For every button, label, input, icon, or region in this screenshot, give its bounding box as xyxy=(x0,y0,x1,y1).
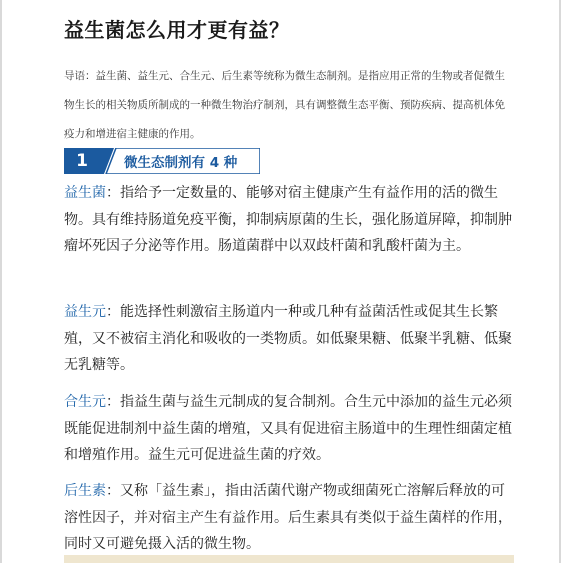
section-number: 1 xyxy=(76,151,88,171)
term-colon: ： xyxy=(106,483,120,499)
bottom-image-strip xyxy=(64,555,514,563)
term-colon: ： xyxy=(106,304,120,320)
definition-postbiotics xyxy=(64,478,516,558)
definition-probiotics xyxy=(64,180,516,260)
definition-text: 又称「益生素」，指由活菌代谢产物或细菌死亡溶解后释放的可溶性因子，并对宿主产生有益作用。后生素具有类似于益生菌样的作用，同时又可避免摄入活的微生物。 xyxy=(64,483,512,552)
term-synbiotics: 合生元 xyxy=(64,394,106,410)
definition-text: 指益生菌与益生元制成的复合制剂。合生元中添加的益生元必须既能促进制剂中益生菌的增殖，又具有促进宿主肠道中的生理性细菌定植和增殖作用。益生元可促进益生菌的疗效。 xyxy=(64,394,512,463)
term-colon: ： xyxy=(106,394,120,410)
page-title: 益生菌怎么用才更有益？ xyxy=(64,18,290,42)
term-postbiotics: 后生素 xyxy=(64,483,106,499)
definition-text: 指给予一定数量的、能够对宿主健康产生有益作用的活的微生物。具有维持肠道免疫平衡，抑制病原菌的生长，强化肠道屏障，抑制肿瘤坏死因子分泌等作用。肠道菌群中以双歧杆菌和乳酸杆菌为主。 xyxy=(64,185,512,254)
definition-text: 能选择性刺激宿主肠道内一种或几种有益菌活性或促其生长繁殖，又不被宿主消化和吸收的一类物质。如低聚果糖、低聚半乳糖、低聚无乳糖等。 xyxy=(64,304,512,373)
section-header xyxy=(64,148,260,174)
term-colon: ： xyxy=(106,185,120,201)
term-probiotics: 益生菌 xyxy=(64,185,106,201)
section-label: 微生态制剂有 4 种 xyxy=(124,155,238,171)
definition-prebiotics xyxy=(64,299,516,379)
intro-paragraph: 导语：益生菌、益生元、合生元、后生素等统称为微生态制剂。是指应用正常的生物或者促微生物生长的相关物质所制成的一种微生物治疗制剂，具有调整微生态平衡、预防疾病、提高机体免疫力和增进宿主健康的作用。 xyxy=(64,70,505,140)
term-prebiotics: 益生元 xyxy=(64,304,106,320)
definition-synbiotics xyxy=(64,389,516,469)
